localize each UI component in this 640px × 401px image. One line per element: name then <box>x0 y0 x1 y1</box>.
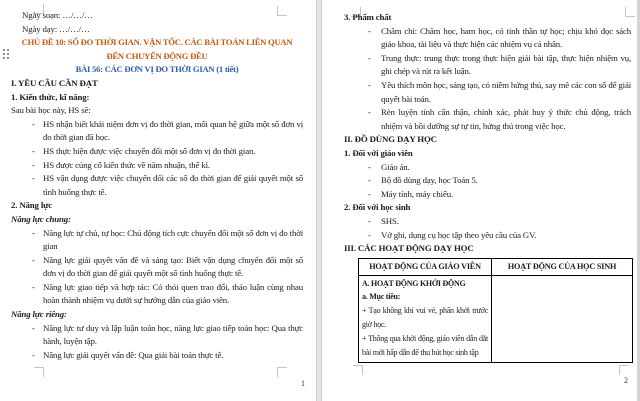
bullet-text: SHS. <box>381 215 399 226</box>
list-item <box>368 229 631 243</box>
page-1-content <box>11 9 303 362</box>
bullet-dash: - <box>368 79 371 90</box>
table-header-row <box>359 258 633 275</box>
bullet-text: Vở ghi, dụng cụ học tập theo yêu cầu của GV. <box>381 229 537 240</box>
page-2-content <box>344 11 631 363</box>
document-page-2 <box>322 0 640 401</box>
list-item <box>32 322 303 349</box>
bullet-dash: - <box>368 188 371 199</box>
lesson-heading: BÀI 56: CÁC ĐƠN VỊ ĐO THỜI GIAN (1 tiết) <box>75 64 239 75</box>
bullet-text: HS được củng cố kiến thức về năm nhuận, thế kỉ. <box>43 159 210 170</box>
crop-mark-bottom-right <box>277 367 287 377</box>
teacher-aids-label: 1. Đối với giáo viên <box>344 147 413 158</box>
list-item <box>32 159 303 173</box>
specific-competency-label: Năng lực riêng: <box>11 309 67 320</box>
bullet-dash: - <box>32 254 35 265</box>
subsection-competencies: 2. Năng lực <box>11 200 53 211</box>
subsection-knowledge-skills: 1. Kiến thức, kĩ năng: <box>11 91 90 102</box>
list-item <box>368 161 631 175</box>
table-row <box>359 275 633 362</box>
list-item <box>368 25 631 52</box>
bullet-dash: - <box>368 161 371 172</box>
bullet-text: Máy tính, máy chiếu. <box>381 188 454 199</box>
list-item <box>32 254 303 281</box>
bullet-text: HS vận dụng được việc chuyển đổi các số đo thời gian để giải quyết một số tình huống thực tế. <box>43 173 303 197</box>
objective-item: + Thông qua khởi động, giáo viên dẫn dắt bài mới hấp dẫn để thu hút học sinh tập <box>362 333 488 357</box>
student-aids-label: 2. Đối với học sinh <box>344 202 411 213</box>
section-heading-activities: III. CÁC HOẠT ĐỘNG DẠY HỌC <box>344 243 474 254</box>
bullet-text: HS nhận biết khái niệm đơn vị đo thời gian, mối quan hệ giữa một số đơn vị đo thời gian đã học. <box>43 118 303 143</box>
table-header-student: HOẠT ĐỘNG CỦA HỌC SINH <box>492 258 633 275</box>
bullet-dash: - <box>32 349 35 360</box>
table-header-teacher: HOẠT ĐỘNG CỦA GIÁO VIÊN <box>359 258 492 275</box>
list-item <box>32 118 303 145</box>
bullet-text: Năng lực giải quyết vấn đề: Qua giải bài toán thực tế. <box>43 349 224 360</box>
bullet-text: Năng lực giao tiếp và hợp tác: Có thói quen trao đổi, thảo luận cùng nhau hoàn thành nhiệm vụ dưới sự hướng dẫn của giáo viên. <box>43 281 303 306</box>
list-item <box>32 349 303 363</box>
bullet-text: Chăm chỉ: Chăm học, ham học, có tinh thần tự học; chịu khó đọc sách giáo khoa, tài liệu và thực hiện các nhiệm vụ cá nhân. <box>381 25 631 50</box>
date-taught-line: Ngày dạy: …/…/… <box>22 23 90 34</box>
topic-heading-line1: CHỦ ĐỀ 10: SỐ ĐO THỜI GIAN. VẬN TỐC. CÁC BÀI TOÁN LIÊN QUAN <box>21 37 293 48</box>
bullet-dash: - <box>32 145 35 156</box>
bullet-dash: - <box>368 52 371 63</box>
objective-item: + Tạo không khí vui vẻ, phấn khởi trước giờ học. <box>362 306 488 330</box>
intro-line: Sau bài học này, HS sẽ: <box>11 105 91 116</box>
teacher-activity-cell <box>359 275 492 362</box>
crop-mark-bottom-left <box>353 365 363 375</box>
bullet-text: HS thực hiện được việc chuyển đổi một số đơn vị đo thời gian. <box>43 145 256 156</box>
bullet-dash: - <box>368 25 371 36</box>
bullet-dash: - <box>32 159 35 170</box>
crop-mark-bottom-left <box>34 367 44 377</box>
activity-title: A. HOẠT ĐỘNG KHỞI ĐỘNG <box>362 278 466 288</box>
list-item <box>32 172 303 199</box>
activities-table <box>358 258 633 363</box>
objective-label: a. Mục tiêu: <box>362 292 401 302</box>
list-item <box>32 145 303 159</box>
date-composed-line: Ngày soạn: …/…/… <box>22 10 93 20</box>
list-item <box>368 106 631 133</box>
bullet-dash: - <box>368 229 371 240</box>
drag-handle-icon[interactable] <box>3 49 5 51</box>
bullet-text: Trung thực: trung thực trong thực hiện giải bài tập, thực hiện nhiệm vụ, ghi chép và rút ra kết luận. <box>381 52 631 77</box>
bullet-text: Năng lực tự chủ, tự học: Chủ động tích cực chuyển đổi một số đơn vị đo thời gian <box>43 227 303 252</box>
page-number: 1 <box>301 379 305 388</box>
list-item <box>368 188 631 202</box>
bullet-text: Rèn luyện tính cẩn thận, chính xác, phát huy ý thức chủ động, trách nhiệm và bồi dưỡng sự tự tin, hứng thú trong việc học. <box>381 107 631 131</box>
bullet-dash: - <box>32 118 35 129</box>
bullet-dash: - <box>32 173 35 184</box>
general-competency-label: Năng lực chung: <box>11 213 71 224</box>
list-item <box>32 227 303 254</box>
document-page-1 <box>0 0 316 401</box>
list-item <box>32 281 303 308</box>
bullet-text: Năng lực giải quyết vấn đề và sáng tạo: Biết vận dụng chuyển đổi một số đơn vị đo thời gian để giải quyết một số tình huống thực tế. <box>43 254 303 279</box>
bullet-text: Yêu thích môn học, sáng tạo, có niềm hứng thú, say mê các con số để giải quyết bài toán. <box>381 79 631 104</box>
list-item <box>368 52 631 79</box>
bullet-dash: - <box>368 175 371 186</box>
list-item <box>368 174 631 188</box>
bullet-dash: - <box>32 322 35 333</box>
section-heading-teaching-aids: II. ĐỒ DÙNG DẠY HỌC <box>344 134 437 145</box>
bullet-text: Giáo án. <box>381 161 410 172</box>
subsection-qualities: 3. Phẩm chất <box>344 12 392 22</box>
bullet-dash: - <box>368 107 371 118</box>
bullet-text: Bộ đồ dùng dạy, học Toán 5. <box>381 175 478 186</box>
list-item <box>368 79 631 106</box>
bullet-text: Năng lực tư duy và lập luận toán học, năng lực giao tiếp toán học: Qua thực hành, luyện tập. <box>43 322 303 347</box>
bullet-dash: - <box>32 281 35 292</box>
section-heading-requirements: I. YÊU CẦU CẦN ĐẠT <box>11 77 98 88</box>
topic-heading-line2: ĐẾN CHUYỂN ĐỘNG ĐỀU <box>106 50 208 61</box>
bullet-dash: - <box>368 215 371 226</box>
bullet-dash: - <box>32 227 35 238</box>
page-number: 2 <box>624 376 628 385</box>
student-activity-cell <box>492 275 633 362</box>
list-item <box>368 215 631 229</box>
